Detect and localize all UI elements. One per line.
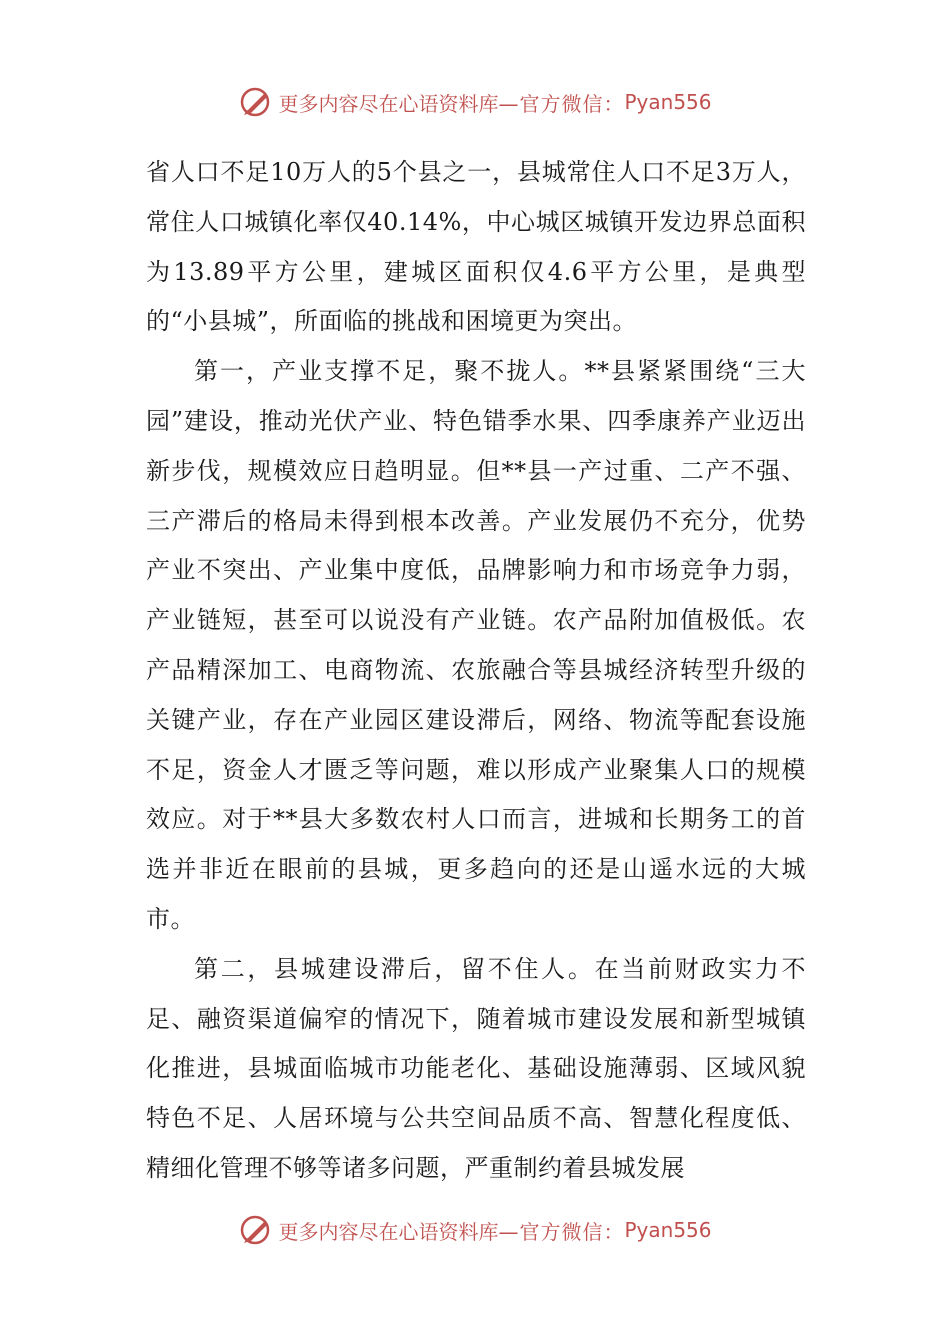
document-body: [146, 148, 806, 1194]
watermark-id: Pyan556: [624, 1218, 712, 1242]
paragraph-1: 省人口不足10万人的5个县之一，县城常住人口不足3万人，常住人口城镇化率仅40.14%，中心城区城镇开发边界总面积为13.89平方公里，建城区面积仅4.6平方公里，是典型的“小县城”，所面临的挑战和困境更为突出。: [146, 158, 806, 336]
watermark-text: 更多内容尽在心语资料库: [278, 91, 499, 116]
watermark-text: 更多内容尽在心语资料库: [278, 1219, 499, 1244]
pen-logo-icon: [238, 85, 272, 119]
footer-watermark: [0, 1208, 950, 1252]
watermark-dash: —官方微信：: [498, 1219, 625, 1244]
paragraph-2: 第一，产业支撑不足，聚不拢人。**县紧紧围绕“三大园”建设，推动光伏产业、特色错季水果、四季康养产业迈出新步伐，规模效应日趋明显。但**县一产过重、二产不强、三产滞后的格局未得到根本改善。产业发展仍不充分，优势产业不突出、产业集中度低，品牌影响力和市场竞争力弱，产业链短，甚至可以说没有产业链。农产品附加值极低。农产品精深加工、电商物流、农旅融合等县城经济转型升级的关键产业，存在产业园区建设滞后，网络、物流等配套设施不足，资金人才匮乏等问题，难以形成产业聚集人口的规模效应。对于**县大多数农村人口而言，进城和长期务工的首选并非近在眼前的县城，更多趋向的还是山遥水远的大城市。: [146, 357, 806, 933]
pen-logo-icon: [238, 1213, 272, 1247]
paragraph-3: 第二，县城建设滞后，留不住人。在当前财政实力不足、融资渠道偏窄的情况下，随着城市建设发展和新型城镇化推进，县城面临城市功能老化、基础设施薄弱、区域风貌特色不足、人居环境与公共空间品质不高、智慧化程度低、精细化管理不够等诸多问题，严重制约着县城发展: [146, 954, 806, 1182]
watermark-dash: —官方微信：: [498, 91, 625, 116]
watermark-id: Pyan556: [624, 90, 712, 114]
header-watermark: [0, 80, 950, 124]
